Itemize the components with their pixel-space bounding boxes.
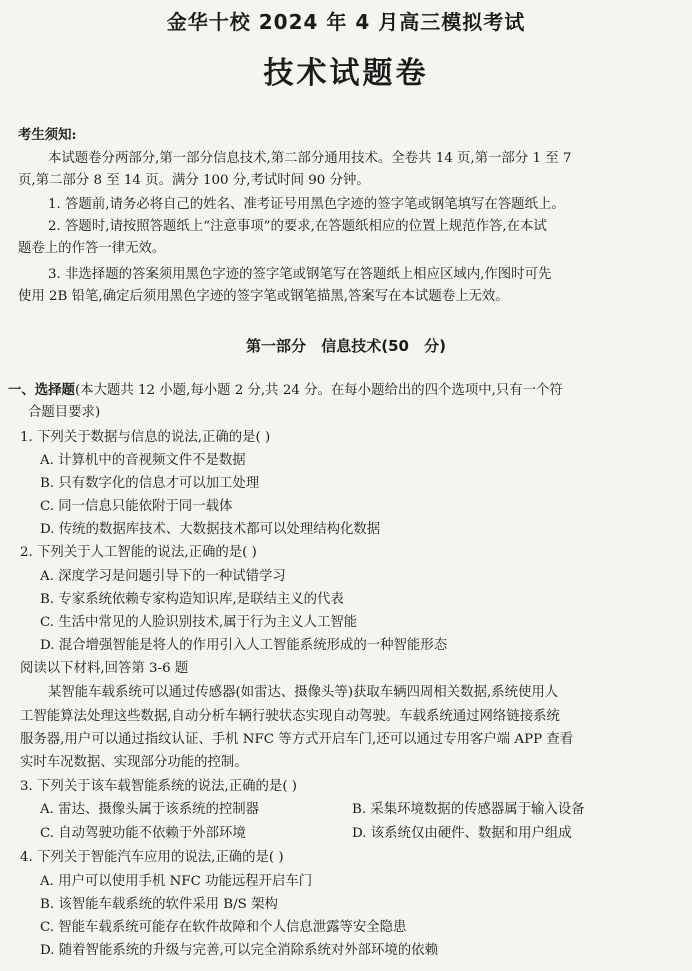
question-4-option-c: C. 智能车载系统可能存在软件故障和个人信息泄露等安全隐患 [40,920,407,935]
notice-line: 页,第二部分 8 至 14 页。满分 100 分,考试时间 90 分钟。 [18,173,370,188]
notice-line: 使用 2B 铅笔,确定后须用黑色字迹的签字笔或钢笔描黑,答案写在本试题卷上无效。 [18,289,509,304]
reading-line: 服务器,用户可以通过指纹认证、手机 NFC 等方式开启车门,还可以通过专用客户端 APP 查看 [20,732,574,747]
question-3-option-d: D. 该系统仅由硬件、数据和用户组成 [352,826,572,841]
reading-intro: 阅读以下材料,回答第 3-6 题 [20,661,189,676]
part-heading-rest: (本大题共 12 小题,每小题 2 分,共 24 分。在每小题给出的四个选项中,只有一个符 [74,383,563,398]
question-4-option-d: D. 随着智能系统的升级与完善,可以完全消除系统对外部环境的依赖 [40,943,438,958]
reading-line: 某智能车载系统可以通过传感器(如雷达、摄像头等)获取车辆四周相关数据,系统使用人 [48,685,559,700]
question-2-option-d: D. 混合增强智能是将人的作用引入人工智能系统形成的一种智能形态 [40,638,448,653]
notice-line: 1. 答题前,请务必将自己的姓名、准考证号用黑色字迹的签字笔或钢笔填写在答题纸上。 [48,197,565,212]
question-4-option-a: A. 用户可以使用手机 NFC 功能远程开启车门 [40,874,313,889]
reading-line: 实时车况数据、实现部分功能的控制。 [20,755,248,770]
question-2-option-a: A. 深度学习是问题引导下的一种试错学习 [40,569,286,584]
question-1-option-c: C. 同一信息只能依附于同一载体 [40,499,233,514]
question-1-stem: 1. 下列关于数据与信息的说法,正确的是( ) [20,430,271,445]
section-title: 第一部分 信息技术(50 分) [245,337,447,355]
question-2-stem: 2. 下列关于人工智能的说法,正确的是( ) [20,545,257,560]
question-2-option-c: C. 生活中常见的人脸识别技术,属于行为主义人工智能 [40,615,358,630]
question-1-option-d: D. 传统的数据库技术、大数据技术都可以处理结构化数据 [40,522,381,537]
part-heading [8,381,563,400]
paper-title: 技术试题卷 [263,56,429,91]
notice-line: 题卷上的作答一律无效。 [18,241,166,256]
question-2-option-b: B. 专家系统依赖专家构造知识库,是联结主义的代表 [40,592,344,607]
question-1-option-b: B. 只有数字化的信息才可以加工处理 [40,476,260,491]
part-heading-line2: 合题目要求) [28,405,101,420]
question-3-option-c: C. 自动驾驶功能不依赖于外部环境 [40,826,246,841]
notice-heading: 考生须知: [18,127,77,143]
part-heading-bold: 一、选择题 [8,382,75,398]
question-4-stem: 4. 下列关于智能汽车应用的说法,正确的是( ) [20,850,284,865]
question-3-option-a: A. 雷达、摄像头属于该系统的控制器 [40,802,260,817]
question-4-option-b: B. 该智能车载系统的软件采用 B/S 架构 [40,897,278,912]
reading-line: 工智能算法处理这些数据,自动分析车辆行驶状态实现自动驾驶。车载系统通过网络链接系统 [20,709,560,724]
question-3-option-b: B. 采集环境数据的传感器属于输入设备 [352,802,585,817]
notice-line: 本试题卷分两部分,第一部分信息技术,第二部分通用技术。全卷共 14 页,第一部分 1 至 7 [48,151,572,166]
exam-title: 金华十校 2024 年 4 月高三模拟考试 [166,10,526,34]
question-3-stem: 3. 下列关于该车载智能系统的说法,正确的是( ) [20,779,298,794]
notice-line: 2. 答题时,请按照答题纸上“注意事项”的要求,在答题纸相应的位置上规范作答,在本试 [48,219,547,234]
question-1-option-a: A. 计算机中的音视频文件不是数据 [40,453,246,468]
notice-line: 3. 非选择题的答案须用黑色字迹的签字笔或钢笔写在答题纸上相应区域内,作图时可先 [48,267,552,282]
